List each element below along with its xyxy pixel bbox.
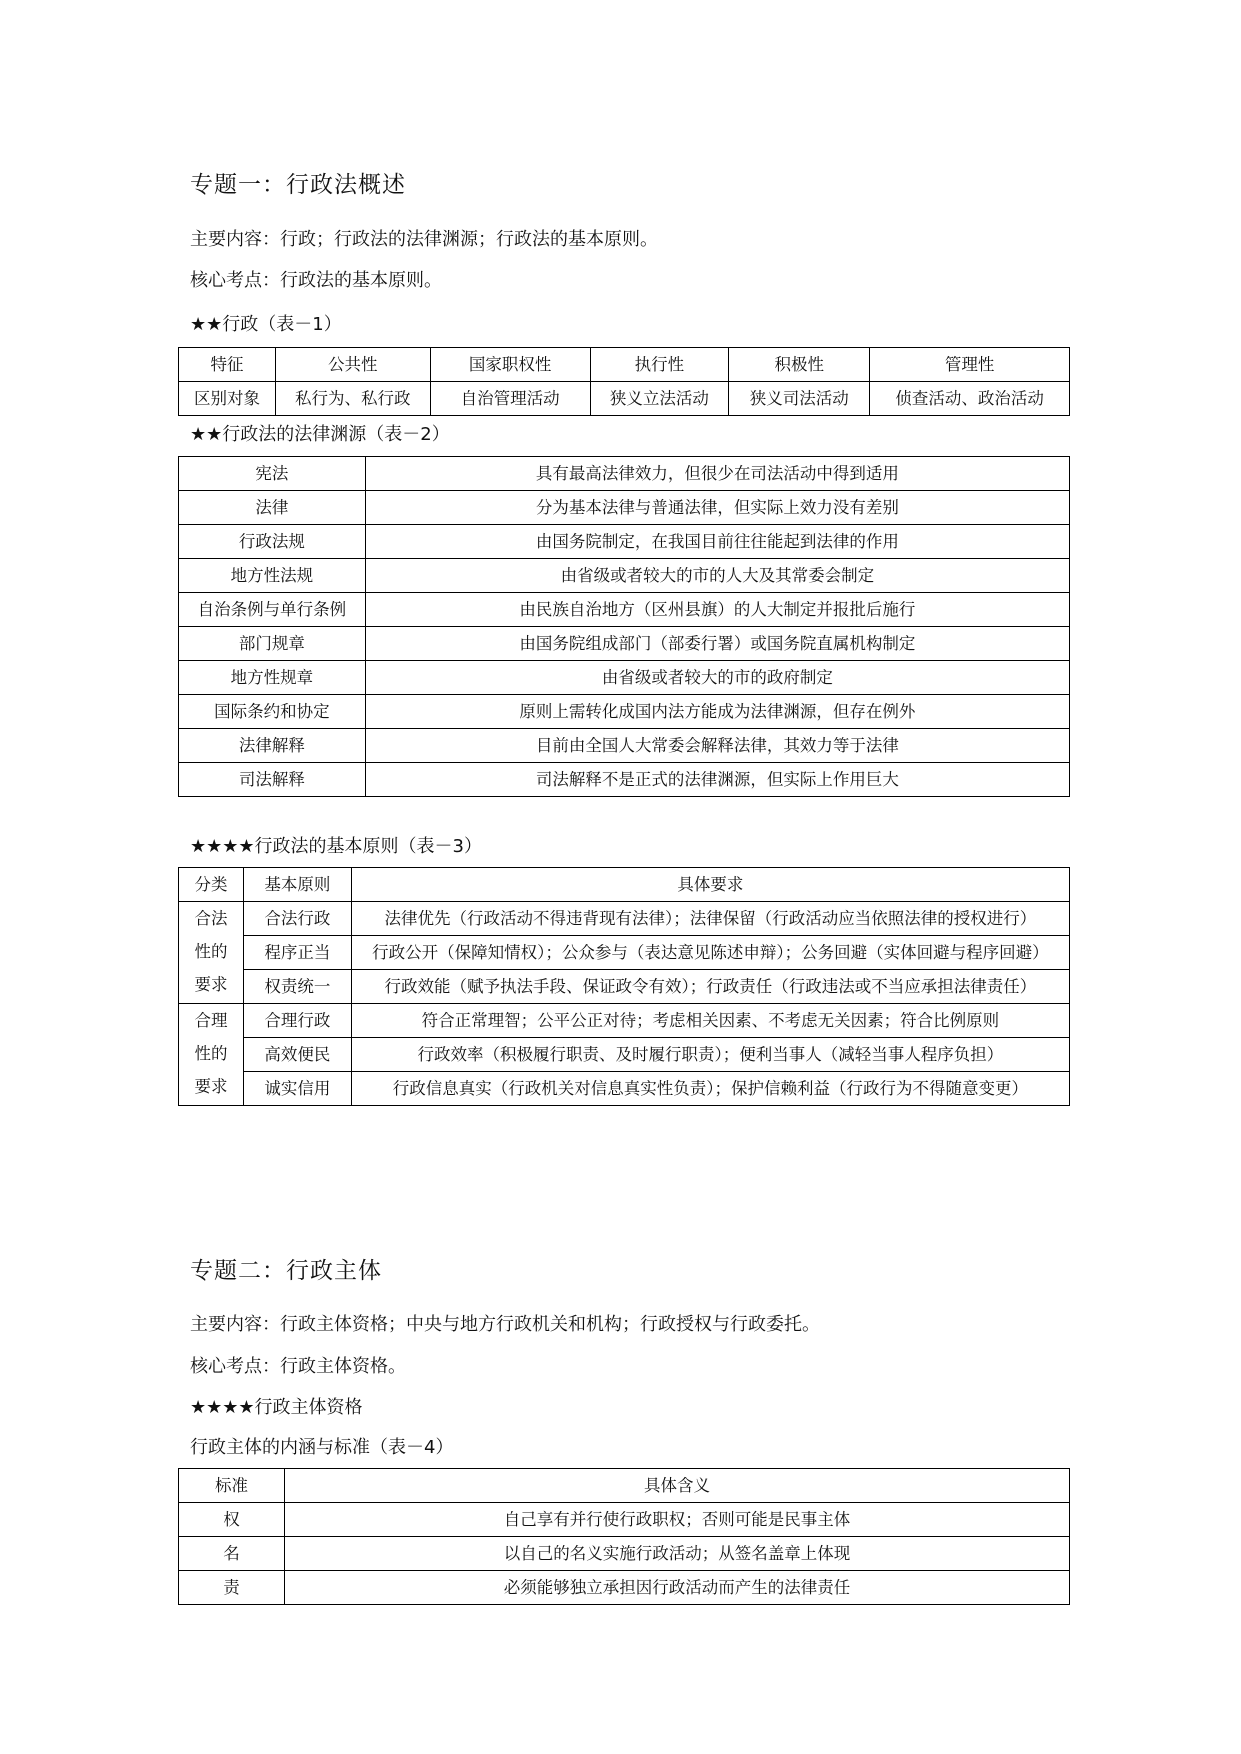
table-row	[179, 868, 1070, 902]
table-cell: 区别对象	[179, 382, 276, 416]
table-row	[179, 729, 1070, 763]
table-cell: 地方性法规	[179, 559, 366, 593]
table-row	[179, 559, 1070, 593]
table-row	[179, 593, 1070, 627]
table-cell: 狭义立法活动	[590, 382, 729, 416]
table-cell: 行政公开（保障知情权）；公众参与（表达意见陈述申辩）；公务回避（实体回避与程序回避）	[351, 936, 1069, 970]
table-cell: 管理性	[870, 348, 1070, 382]
table-cell: 自治管理活动	[430, 382, 590, 416]
table-cell: 分类	[179, 868, 244, 902]
table-cell: 合理行政	[243, 1004, 351, 1038]
table-row	[179, 1038, 1070, 1072]
table-cell: 由省级或者较大的市的人大及其常委会制定	[365, 559, 1069, 593]
table2	[178, 456, 1070, 797]
table-row	[179, 627, 1070, 661]
table3	[178, 867, 1070, 1106]
table2-caption: ★★行政法的法律渊源（表－2）	[190, 424, 450, 445]
table-row	[179, 491, 1070, 525]
table-cell: 狭义司法活动	[729, 382, 870, 416]
table-cell: 由国务院组成部门（部委行署）或国务院直属机构制定	[365, 627, 1069, 661]
table-cell: 行政信息真实（行政机关对信息真实性负责）；保护信赖利益（行政行为不得随意变更）	[351, 1072, 1069, 1106]
table-cell: 自己享有并行使行政职权；否则可能是民事主体	[284, 1503, 1069, 1537]
table-cell: 私行为、私行政	[275, 382, 430, 416]
table-cell: 原则上需转化成国内法方能成为法律渊源，但存在例外	[365, 695, 1069, 729]
table-row	[179, 525, 1070, 559]
table-cell: 以自己的名义实施行政活动；从签名盖章上体现	[284, 1537, 1069, 1571]
table-cell: 法律	[179, 491, 366, 525]
table-cell: 公共性	[275, 348, 430, 382]
table-cell: 地方性规章	[179, 661, 366, 695]
table-cell: 国际条约和协定	[179, 695, 366, 729]
table-cell: 目前由全国人大常委会解释法律，其效力等于法律	[365, 729, 1069, 763]
topic1-title: 专题一：行政法概述	[190, 172, 406, 198]
table-cell: 必须能够独立承担因行政活动而产生的法律责任	[284, 1571, 1069, 1605]
table-cell: 具体要求	[351, 868, 1069, 902]
table-cell: 高效便民	[243, 1038, 351, 1072]
table1-caption: ★★行政（表－1）	[190, 314, 342, 335]
table4-caption: 行政主体的内涵与标准（表－4）	[190, 1437, 454, 1458]
table-row	[179, 902, 1070, 936]
table-cell: 法律解释	[179, 729, 366, 763]
topic2-core-point: 核心考点：行政主体资格。	[190, 1356, 406, 1377]
table-cell: 诚实信用	[243, 1072, 351, 1106]
table-row	[179, 1004, 1070, 1038]
table-row	[179, 1537, 1070, 1571]
topic2-title: 专题二：行政主体	[190, 1258, 382, 1284]
table-cell: 责	[179, 1571, 285, 1605]
table-row	[179, 1503, 1070, 1537]
table-row	[179, 970, 1070, 1004]
table-row	[179, 1571, 1070, 1605]
table-cell-group: 合理性的要求	[179, 1004, 244, 1106]
topic1-main-content: 主要内容：行政；行政法的法律渊源；行政法的基本原则。	[190, 229, 658, 250]
table-cell: 司法解释	[179, 763, 366, 797]
table-cell-group: 合法性的要求	[179, 902, 244, 1004]
table-cell: 符合正常理智；公平公正对待；考虑相关因素、不考虑无关因素；符合比例原则	[351, 1004, 1069, 1038]
table-cell: 具体含义	[284, 1469, 1069, 1503]
table-cell: 基本原则	[243, 868, 351, 902]
table-row	[179, 1469, 1070, 1503]
table-cell: 分为基本法律与普通法律，但实际上效力没有差别	[365, 491, 1069, 525]
table-row	[179, 1072, 1070, 1106]
table-row	[179, 695, 1070, 729]
table-cell: 行政效能（赋予执法手段、保证政令有效）；行政责任（行政违法或不当应承担法律责任）	[351, 970, 1069, 1004]
topic1-core-point: 核心考点：行政法的基本原则。	[190, 270, 442, 291]
table-row	[179, 348, 1070, 382]
table-row	[179, 457, 1070, 491]
table-row	[179, 763, 1070, 797]
table-row	[179, 382, 1070, 416]
table-cell: 自治条例与单行条例	[179, 593, 366, 627]
table-cell: 由民族自治地方（区州县旗）的人大制定并报批后施行	[365, 593, 1069, 627]
table-cell: 权	[179, 1503, 285, 1537]
table-cell: 部门规章	[179, 627, 366, 661]
table-cell: 司法解释不是正式的法律渊源，但实际上作用巨大	[365, 763, 1069, 797]
table-cell: 权责统一	[243, 970, 351, 1004]
table-cell: 法律优先（行政活动不得违背现有法律）；法律保留（行政活动应当依照法律的授权进行）	[351, 902, 1069, 936]
table-cell: 由国务院制定，在我国目前往往能起到法律的作用	[365, 525, 1069, 559]
table-cell: 由省级或者较大的市的政府制定	[365, 661, 1069, 695]
table-cell: 合法行政	[243, 902, 351, 936]
table1	[178, 347, 1070, 416]
table-cell: 名	[179, 1537, 285, 1571]
topic2-subheading: ★★★★行政主体资格	[190, 1397, 363, 1418]
table-cell: 宪法	[179, 457, 366, 491]
table-cell: 行政效率（积极履行职责、及时履行职责）；便利当事人（减轻当事人程序负担）	[351, 1038, 1069, 1072]
table-cell: 侦查活动、政治活动	[870, 382, 1070, 416]
table4	[178, 1468, 1070, 1605]
table-cell: 行政法规	[179, 525, 366, 559]
table3-caption: ★★★★行政法的基本原则（表－3）	[190, 836, 482, 857]
table-cell: 标准	[179, 1469, 285, 1503]
topic2-main-content: 主要内容：行政主体资格；中央与地方行政机关和机构；行政授权与行政委托。	[190, 1314, 820, 1335]
table-cell: 积极性	[729, 348, 870, 382]
table-cell: 国家职权性	[430, 348, 590, 382]
table-cell: 执行性	[590, 348, 729, 382]
table-cell: 具有最高法律效力，但很少在司法活动中得到适用	[365, 457, 1069, 491]
table-cell: 特征	[179, 348, 276, 382]
table-cell: 程序正当	[243, 936, 351, 970]
table-row	[179, 936, 1070, 970]
table-row	[179, 661, 1070, 695]
